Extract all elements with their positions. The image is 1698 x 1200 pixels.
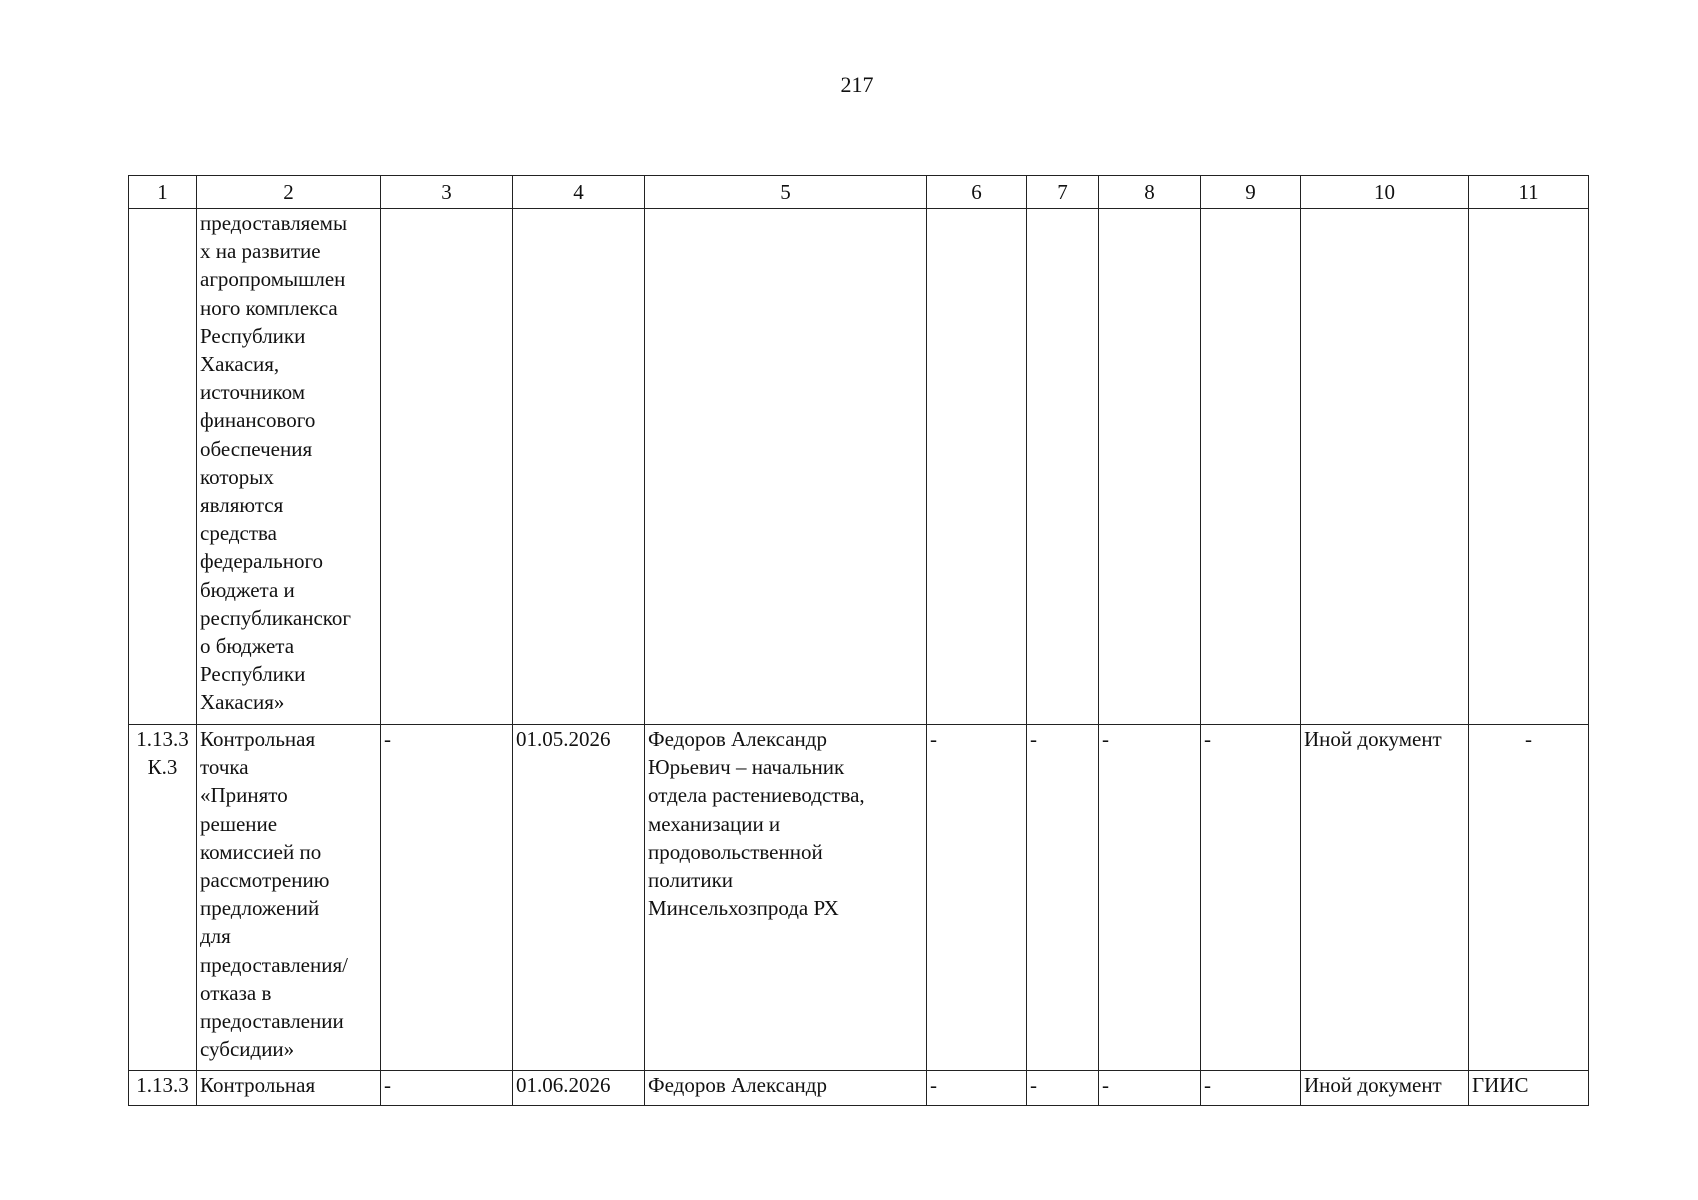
column-header: 4 xyxy=(513,176,645,209)
cell-col7 xyxy=(1027,209,1099,725)
header-row xyxy=(129,176,1589,209)
column-header: 2 xyxy=(197,176,381,209)
cell-col8 xyxy=(1099,209,1201,725)
column-header: 6 xyxy=(927,176,1027,209)
cell-col7: - xyxy=(1027,1071,1099,1106)
page-number: 217 xyxy=(840,72,874,97)
column-header: 11 xyxy=(1469,176,1589,209)
cell-col9: - xyxy=(1201,725,1301,1071)
cell-date: 01.05.2026 xyxy=(513,725,645,1071)
cell-col9: - xyxy=(1201,1071,1301,1106)
column-header: 8 xyxy=(1099,176,1201,209)
cell-system: - xyxy=(1469,725,1589,1071)
cell-responsible: Федоров Александр xyxy=(645,1071,927,1106)
cell-document-type: Иной документ xyxy=(1301,725,1469,1071)
document-table xyxy=(128,175,1589,1106)
cell-col6: - xyxy=(927,1071,1027,1106)
cell-col8: - xyxy=(1099,725,1201,1071)
cell-col3: - xyxy=(381,725,513,1071)
cell-col3 xyxy=(381,209,513,725)
cell-system: ГИИС xyxy=(1469,1071,1589,1106)
cell-name: предоставляемы х на развитие агропромышлен ного комплекса Республики Хакасия, источником финансового обеспечения которых являются средства федерального бюджета и республиканског о бюджета Республики Хакасия» xyxy=(197,209,381,725)
cell-number: 1.13.3 xyxy=(129,1071,197,1106)
cell-number: 1.13.3 К.3 xyxy=(129,725,197,1071)
cell-col7: - xyxy=(1027,725,1099,1071)
cell-col9 xyxy=(1201,209,1301,725)
column-header: 1 xyxy=(129,176,197,209)
cell-col6: - xyxy=(927,725,1027,1071)
cell-date: 01.06.2026 xyxy=(513,1071,645,1106)
cell-number xyxy=(129,209,197,725)
cell-system xyxy=(1469,209,1589,725)
column-header: 5 xyxy=(645,176,927,209)
cell-document-type: Иной документ xyxy=(1301,1071,1469,1106)
column-header: 9 xyxy=(1201,176,1301,209)
cell-responsible xyxy=(645,209,927,725)
cell-col8: - xyxy=(1099,1071,1201,1106)
cell-name: Контрольная точка «Принято решение комиссией по рассмотрению предложений для предоставления/ отказа в предоставлении субсидии» xyxy=(197,725,381,1071)
cell-date xyxy=(513,209,645,725)
column-header: 3 xyxy=(381,176,513,209)
table-row-control-point-k3 xyxy=(129,725,1589,1071)
column-header: 10 xyxy=(1301,176,1469,209)
cell-responsible: Федоров Александр Юрьевич – начальник отдела растениеводства, механизации и продовольственной политики Минсельхозпрода РХ xyxy=(645,725,927,1071)
cell-col3: - xyxy=(381,1071,513,1106)
cell-col6 xyxy=(927,209,1027,725)
table-row-continuation xyxy=(129,209,1589,725)
column-header: 7 xyxy=(1027,176,1099,209)
table-row-control-point xyxy=(129,1071,1589,1106)
cell-document-type xyxy=(1301,209,1469,725)
cell-name: Контрольная xyxy=(197,1071,381,1106)
